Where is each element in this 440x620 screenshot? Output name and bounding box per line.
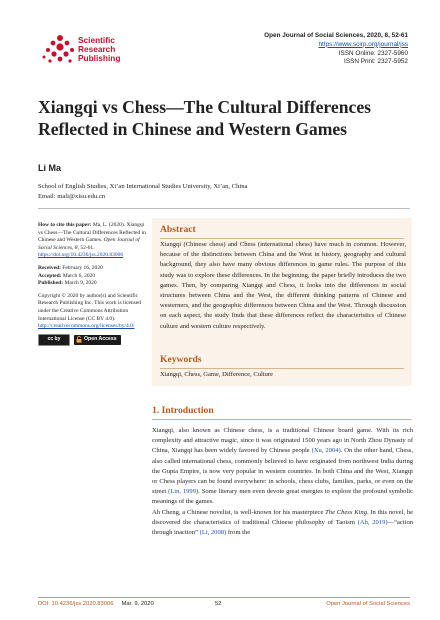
footer-journal: Open Journal of Social Sciences	[326, 601, 410, 607]
citation-link[interactable]: (Xu, 2004)	[311, 447, 341, 455]
keywords-text: Xiangqi, Chess, Game, Difference, Culture	[160, 371, 273, 378]
introduction-text	[152, 426, 413, 538]
how-to-cite: How to cite this paper: Ma, L. (2020). Xiangqi vs Chess—The Cultural Differences Reflected in Chinese and Western Games. Open Journal of Social Sciences, 8, 52-61. https://doi.org/10.4236/jss.2020.83006	[38, 222, 146, 259]
abstract-text: Xiangqi (Chinese chess) and Chess (international chess) have much in common. However, because of the distinctions between China and the West in history, geography and cultural background, they also have many obvious differences in game rules. The purpose of this study was to explore these differences. In the beginning, the paper briefly introduces the two games. Then, by comparing Xiangqi and Chess, it looks into the differences in social structures between China and the West, the different thinking patterns of Chinese and westerners, and the geographic differences between China and the West. Through discussion on each aspect, the study finds that these differences reflect the characteristics of Chinese culture and western culture respectively.	[160, 241, 406, 330]
footer-doi: DOI: 10.4236/jss.2020.83006 Mar. 9, 2020	[38, 601, 154, 607]
keywords-divider	[160, 368, 404, 369]
paragraph: Xiangqi, also known as Chinese chess, is a traditional Chinese board game. With its rich complexity and attractive magic, since it was originated 1500 years ago in North Zhou Dynasty of China, Xiangqi has been widely favored by Chinese people (Xu, 2004). On the other hand, Chess, also called international chess, commonly believed to have originated from northwest India during the Gupta Empire, is now very popular in western countries. In both China and the West, Xiangqi or Chess players can be found everywhere: in schools, chess clubs, families, parks, or even on the street (Lin, 1999). Some literary men even devote great energies to explore the profound symbolic meanings of the games.	[152, 427, 413, 506]
journal-info	[264, 32, 408, 67]
doi-link[interactable]: https://doi.org/10.4236/jss.2020.83006	[38, 252, 124, 259]
copyright: Copyright © 2020 by author(s) and Scientific Research Publishing Inc. This work is licensed under the Creative Commons Attribution International License (CC BY 4.0). http://creativecommons.org/licenses/by/4.0/	[38, 292, 142, 330]
publisher-name: Scientific Research Publishing	[78, 35, 121, 64]
author-name: Li Ma	[38, 163, 62, 173]
issn-print: ISSN Print: 2327-5952	[344, 58, 408, 66]
page-number: 52	[215, 601, 222, 607]
citation-link[interactable]: (Ah, 2019)	[357, 518, 388, 526]
open-lock-icon	[76, 336, 82, 343]
article-sidebar	[38, 222, 150, 346]
keywords-heading: Keywords	[160, 354, 202, 365]
introduction-heading: 1. Introduction	[152, 405, 214, 416]
journal-citation: Open Journal of Social Sciences, 2020, 8, 52-61	[264, 32, 408, 39]
citation-link[interactable]: (Lin, 1999)	[168, 488, 199, 496]
abstract-divider	[160, 238, 404, 239]
journal-url-link[interactable]: https://www.scirp.org/journal/jss	[318, 40, 408, 48]
article-title: Xiangqi vs Chess—The Cultural Differences Reflected in Chinese and Western Games	[38, 97, 371, 139]
introduction-divider	[152, 419, 412, 420]
license-link[interactable]: http://creativecommons.org/licenses/by/4.0/	[38, 323, 135, 330]
abstract-heading: Abstract	[160, 224, 196, 235]
cc-license-icon[interactable]: cc by	[38, 334, 70, 346]
author-email: Email: mali@xisu.edu.cn	[38, 192, 106, 200]
open-access-badge: Open Access	[74, 335, 121, 345]
header-divider	[38, 208, 410, 209]
issn-online: ISSN Online: 2327-5960	[338, 49, 408, 57]
dates: Received: February 16, 2020 Accepted: March 6, 2020 Published: March 9, 2020	[38, 264, 103, 287]
paragraph: Ah Cheng, a Chinese novelist, is well-known for his masterpiece The Chess King. In this novel, he discovered the characteristics of traditional Chinese philosophy of Taoism (Ah, 2019)—“action through inaction” (Li, 2008) from the	[152, 508, 414, 537]
author-affiliation: School of English Studies, Xi’an International Studies University, Xi’an, China Email: mali@xisu.edu.cn	[38, 183, 248, 200]
footer-divider	[38, 597, 410, 598]
citation-link[interactable]: (Li, 2008)	[199, 529, 227, 537]
publisher-logo-icon	[38, 33, 78, 67]
